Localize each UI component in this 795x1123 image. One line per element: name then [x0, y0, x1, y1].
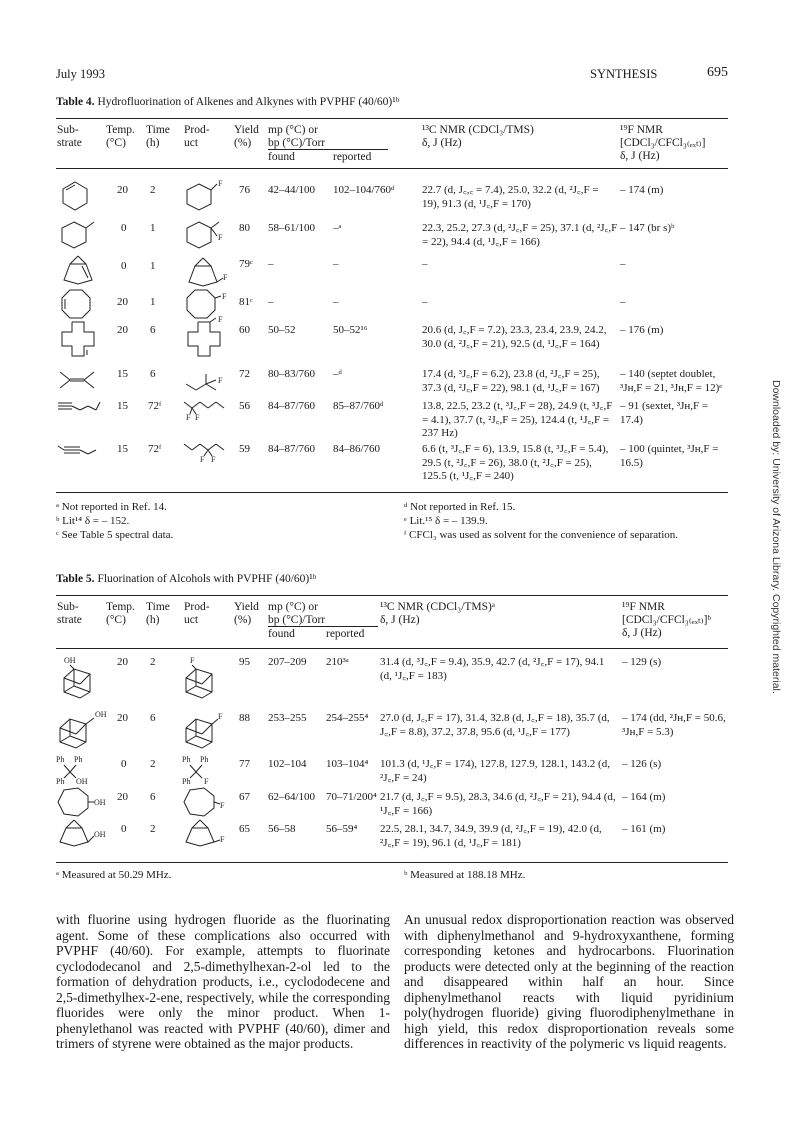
svg-text:F: F: [220, 801, 225, 810]
table5-footnote-right: ᵇ Measured at 188.18 MHz.: [404, 869, 526, 881]
svg-text:Ph: Ph: [182, 755, 191, 764]
svg-text:OH: OH: [95, 710, 107, 719]
svg-text:F: F: [220, 835, 225, 844]
product-difluorohexane-isomer-structure: [182, 440, 236, 468]
body-text-right-column: An unusual redox disproportionation reaction was observed with diphenylmethanol and 9-hydroxyxanthene, forming corresponding ketones and hydrocarbons. Fluorination products were detected only at the beginning of the reaction and disappeared within half an hour. Since diphenylmethanol reacts with liquid pyridinium poly(hydrogen fluoride) giving fluorodiphenylmethane in high yield, this redox disproportionation reveals some differences in reactivity of the polymeric vs liquid reagents.: [404, 912, 734, 1051]
substrate-cyclododecene-structure: [58, 320, 98, 360]
product-exo-fluoronorbornane-structure: [182, 818, 232, 848]
substrate-cyclooctene-structure: [60, 288, 92, 320]
table4-footnotes-left: ᵃ Not reported in Ref. 14. ᵇ Lit¹⁴ δ = – 152. ᶜ See Table 5 spectral data.: [56, 501, 174, 541]
substrate-cyclohexene-structure: [60, 180, 90, 210]
svg-text:OH: OH: [94, 798, 106, 807]
substrate-2-adamantanol-structure: [56, 706, 112, 750]
svg-text:F: F: [218, 712, 223, 721]
product-difluorohexane-structure: [182, 398, 236, 424]
product-fluoronorbornane-structure: [185, 256, 230, 288]
substrate-methylcyclohexene-structure: [60, 218, 100, 248]
product-2-fluoroadamantane-structure: [182, 706, 232, 750]
svg-text:Ph: Ph: [200, 755, 209, 764]
svg-text:F: F: [223, 273, 228, 282]
substrate-exo-norborneol-structure: [56, 818, 112, 848]
table4-top-rule: [56, 118, 728, 119]
substrate-triphenylmethanol-structure: [56, 754, 106, 786]
running-header-date: July 1993: [56, 67, 105, 81]
table4-header-rule: [56, 168, 728, 169]
product-fluorocycloheptane-structure: [182, 786, 232, 818]
table5-mp-subrule: [268, 626, 378, 627]
svg-text:F: F: [218, 233, 223, 242]
svg-text:OH: OH: [64, 656, 76, 665]
svg-text:F: F: [200, 455, 205, 464]
download-notice: Downloaded by: University of Arizona Library. Copyrighted material.: [770, 380, 782, 694]
svg-text:F: F: [218, 179, 223, 188]
body-text-left-column: with fluorine using hydrogen fluoride as the fluorinating agent. Some of these complications also occurred with PVPHF (40/60). For example, attempts to fluorinate cyclododecanol and 2,5-dimethylhexan-2-ol led to the formation of dehydration products, i.e., cyclododecene and 2,5-dimethylhex-2-ene, respectively, while the corresponding fluorides were only the minor product. When 1-phenylethanol was reacted with PVPHF (40/60), dimer and trimers of styrene were obtained as the major products.: [56, 912, 390, 1051]
table4-bottom-rule: [56, 492, 728, 493]
table5-top-rule: [56, 595, 728, 596]
svg-text:Ph: Ph: [74, 755, 83, 764]
svg-text:OH: OH: [94, 830, 106, 839]
svg-text:F: F: [195, 413, 200, 422]
product-fluorocyclododecane-structure: [184, 315, 234, 360]
svg-text:F: F: [211, 455, 216, 464]
svg-text:F: F: [186, 413, 191, 422]
table4-caption: Table 4. Hydrofluorination of Alkenes and Alkynes with PVPHF (40/60)¹ᵇ: [56, 96, 400, 108]
product-fluoromethylcyclohexane-structure: [185, 218, 230, 254]
table4-mp-subrule: [268, 149, 388, 150]
substrate-1-adamantanol-structure: [60, 656, 96, 700]
table5-bottom-rule: [56, 862, 728, 863]
svg-text:F: F: [190, 656, 195, 665]
svg-text:F: F: [218, 315, 223, 324]
table4-footnotes-right: ᵈ Not reported in Ref. 15. ᵉ Lit.¹⁵ δ = – 139.9. ᶠ CFCl₃ was used as solvent for the convenience of separation.: [404, 501, 679, 541]
substrate-norbornene-structure: [60, 254, 100, 286]
page-number: 695: [707, 65, 728, 80]
svg-text:F: F: [222, 292, 227, 301]
table5-footnote-left: ᵃ Measured at 50.29 MHz.: [56, 869, 172, 881]
substrate-1-hexyne-structure: [56, 398, 104, 414]
product-1-fluoroadamantane-structure: [182, 656, 218, 700]
running-header-journal: SYNTHESIS: [590, 67, 658, 81]
svg-text:Ph: Ph: [56, 777, 65, 786]
substrate-cycloheptanol-structure: [56, 786, 106, 818]
substrate-3-hexyne-structure: [56, 442, 104, 458]
svg-text:F: F: [218, 376, 223, 385]
svg-text:OH: OH: [76, 777, 88, 786]
table5-caption: Table 5. Fluorination of Alcohols with PVPHF (40/60)¹ᵇ: [56, 573, 317, 585]
svg-text:F: F: [204, 777, 209, 786]
product-fluorocyclooctane-structure: [185, 288, 230, 320]
svg-text:Ph: Ph: [56, 755, 65, 764]
svg-text:Ph: Ph: [182, 777, 191, 786]
substrate-tetramethylethylene-structure: [58, 370, 98, 390]
product-triphenylmethyl-fluoride-structure: [182, 754, 232, 786]
product-fluoroalkane-structure: [184, 370, 234, 396]
product-fluorocyclohexane-structure: [185, 180, 225, 210]
table5-header-rule: [56, 648, 728, 649]
